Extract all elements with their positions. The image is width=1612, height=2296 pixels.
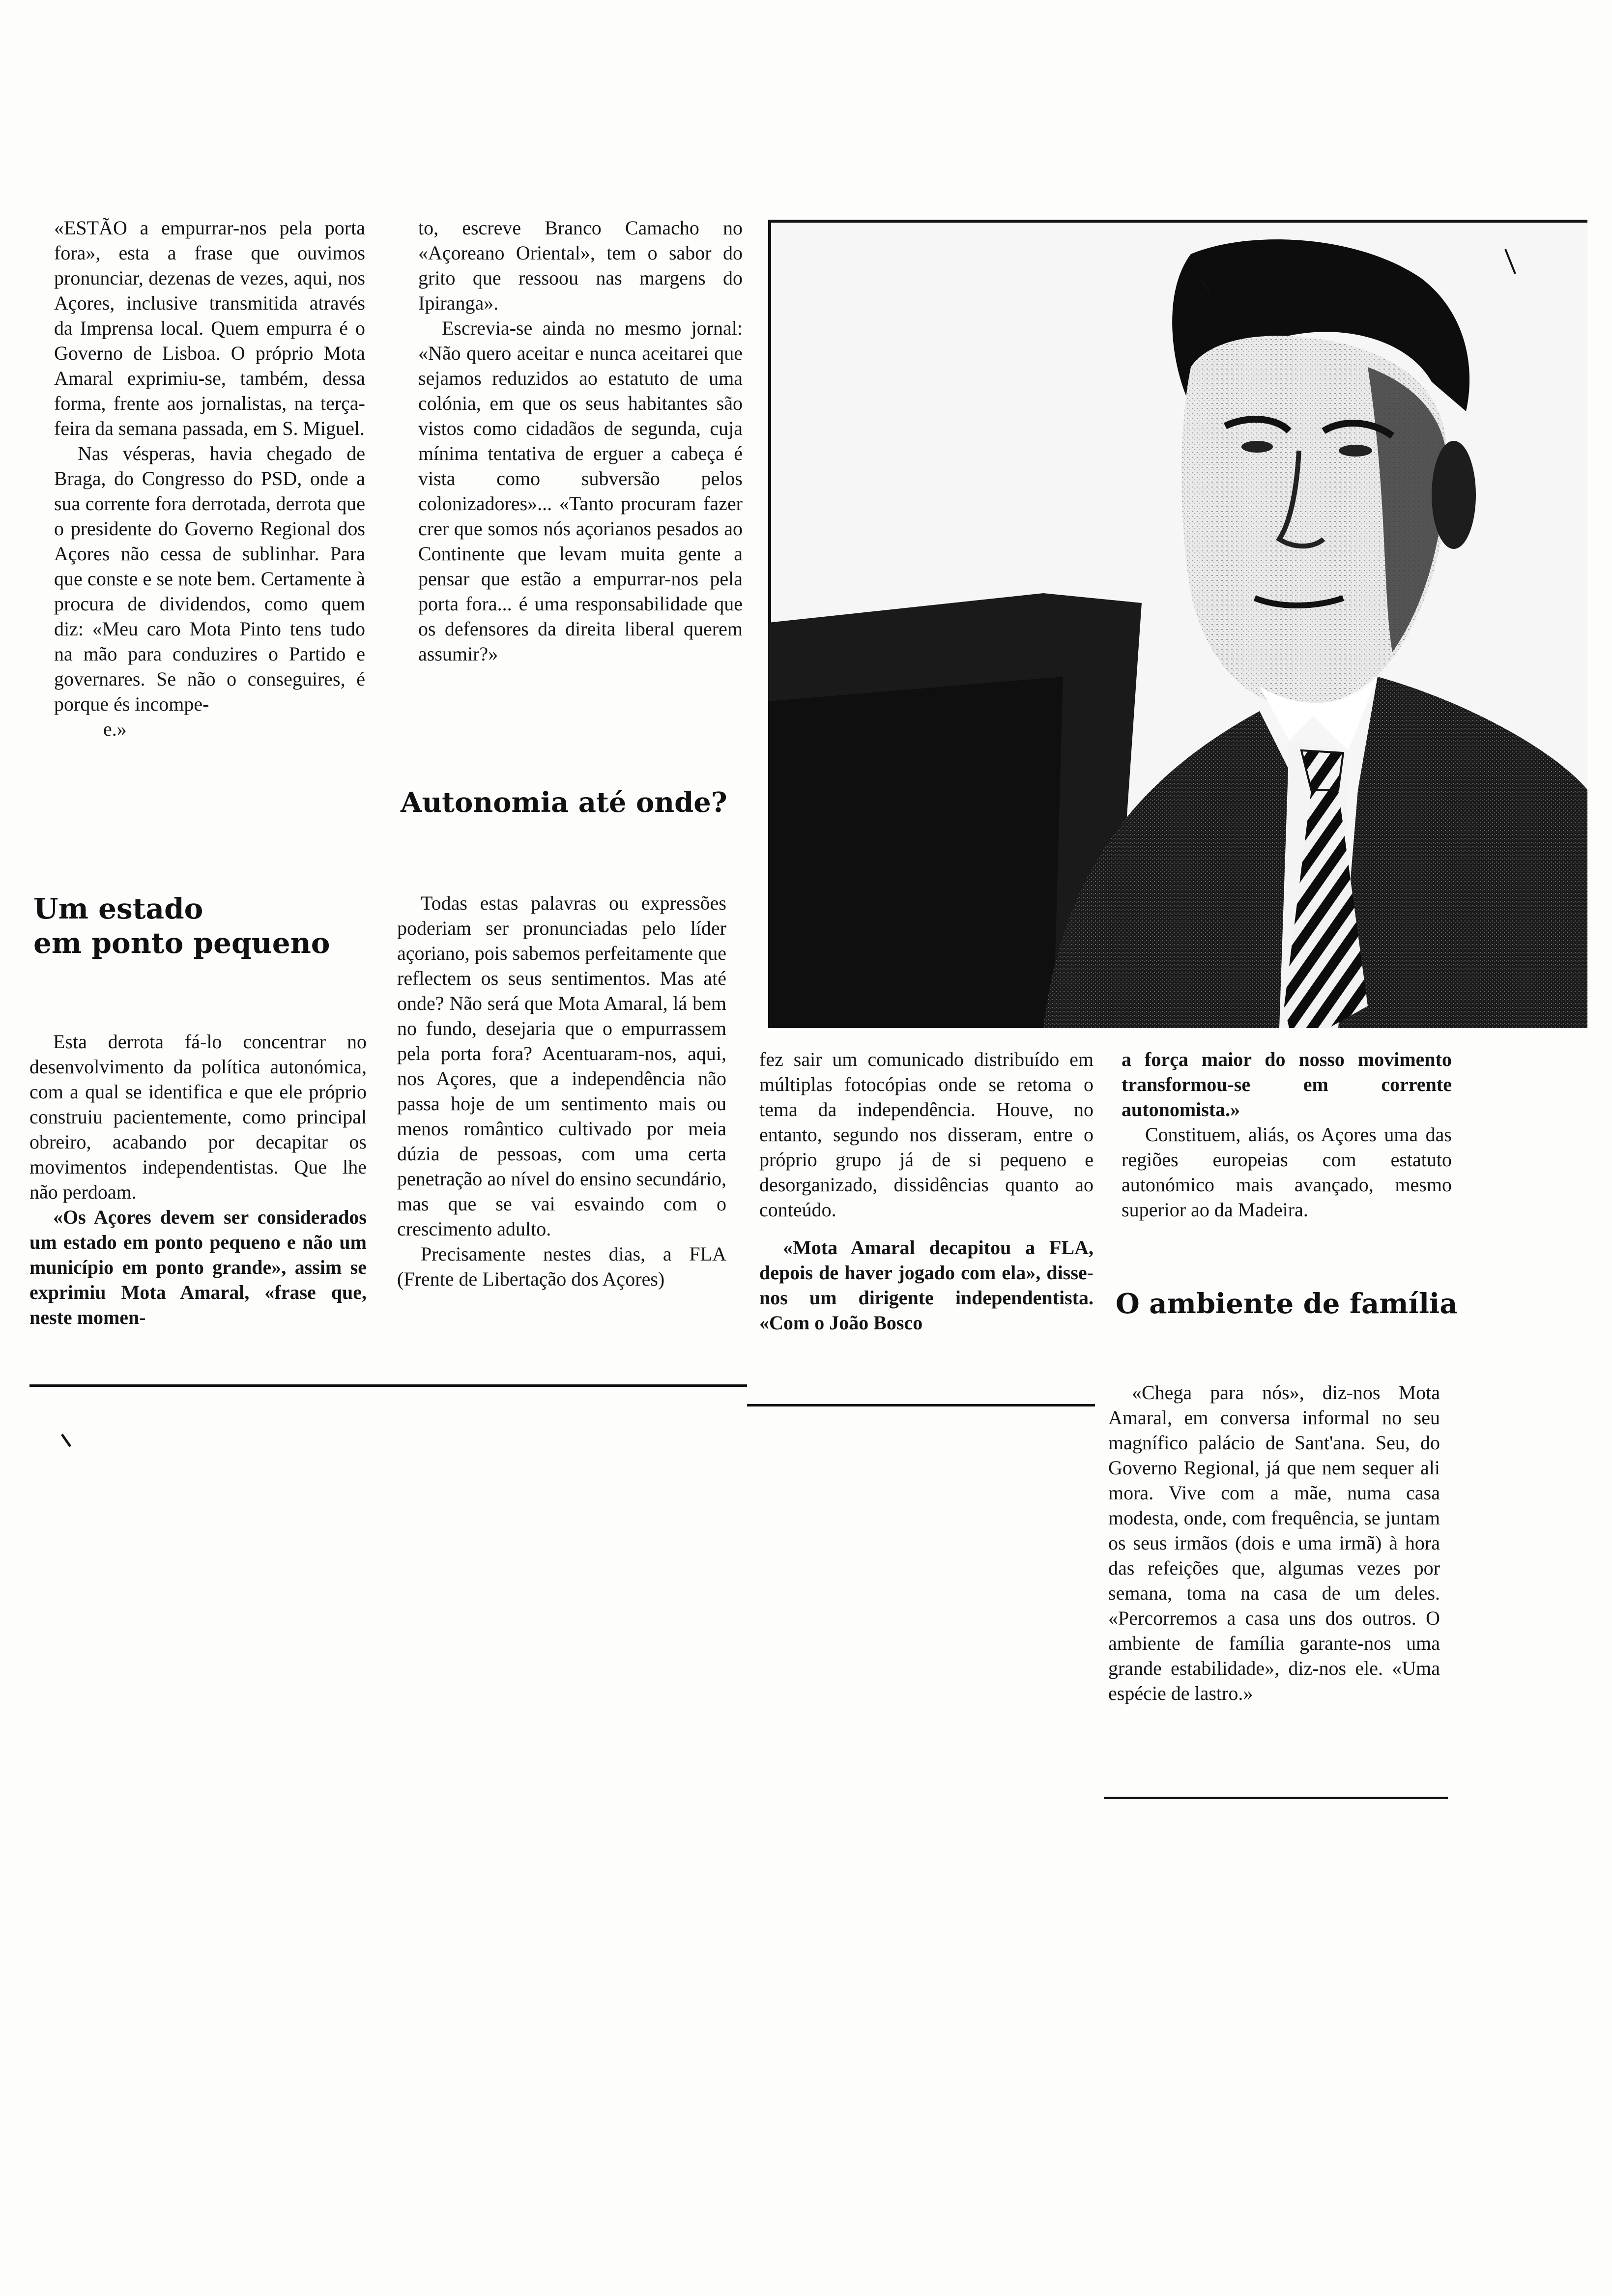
heading-um-estado-line-1: Um estado	[33, 892, 203, 925]
col4-paragraph-2: Constituem, aliás, os Açores uma das regiões europeias com estatuto autonómico mais avançado, mesmo superior ao da Madeira.	[1122, 1123, 1452, 1221]
heading-autonomia: Autonomia até onde?	[401, 786, 727, 819]
col2-paragraph-3: Todas estas palavras ou expressões poderiam ser pronunciadas pelo líder açoriano, pois sabemos perfeitamente que reflectem os seus sentimentos. Mas até onde? Não será que Mota Amaral, lá bem no fundo, desejaria que o empurrassem pela porta fora? Acentuaram-nos, aqui, nos Açores, que a independência não passa hoje de um sentimento mais ou menos romântico cultivado por meia dúzia de pessoas, com uma certa penetração ao nível do ensino secundário, mas que se vai esvaindo com o crescimento adulto.	[397, 892, 726, 1240]
col4-paragraph-3: «Chega para nós», diz-nos Mota Amaral, em conversa informal no seu magnífico palácio de Sant'ana. Seu, do Governo Regional, já que nem sequer ali mora. Vive com a mãe, numa casa modesta, onde, com frequência, se juntam os seus irmãos (dois e uma irmã) à hora das refeições que, algumas vezes por semana, toma na casa de um deles. «Percorremos a casa uns dos outros. O ambiente de família garante-nos uma grande estabilidade», diz-nos ele. «Uma espécie de lastro.»	[1108, 1381, 1440, 1704]
bottom-rule-left	[29, 1384, 747, 1387]
bottom-rule-middle	[747, 1404, 1095, 1406]
col1-paragraph-1: «ESTÃO a empurrar-nos pela porta fora», esta a frase que ouvimos pronunciar, dezenas de vezes, aqui, nos Açores, inclusive transmitida através da Imprensa local. Quem empurra é o Governo de Lisboa. O próprio Mota Amaral exprimiu-se, também, dessa forma, frente aos jornalistas, na terça-feira da semana passada, em S. Miguel.	[54, 217, 365, 439]
column-2-top	[418, 215, 743, 666]
col1-paragraph-2: Nas vésperas, havia chegado de Braga, do Congresso do PSD, onde a sua corrente fora derrotada, derrota que o presidente do Governo Regional dos Açores não cessa de sublinhar. Para que conste e se note bem. Certamente à procura de dividendos, como quem diz: «Meu caro Mota Pinto tens tudo na mão para conduzires o Partido e governares. Se não o conseguires, é porque és incompe-	[54, 442, 365, 715]
col1-paragraph-4: «Os Açores devem ser considerados um estado em ponto pequeno e não um município em ponto grande», assim se exprimiu Mota Amaral, «frase que, neste momen-	[29, 1206, 367, 1328]
column-3	[759, 1047, 1094, 1335]
col2-paragraph-1: to, escreve Branco Camacho no «Açoreano Oriental», tem o sabor do grito que ressoou nas margens do Ipiranga».	[418, 217, 743, 314]
column-1-intro	[54, 215, 365, 742]
column-1-body	[29, 1029, 367, 1330]
col2-paragraph-4: Precisamente nestes dias, a FLA (Frente de Libertação dos Açores)	[397, 1243, 726, 1290]
heading-um-estado	[33, 892, 368, 960]
heading-um-estado-line-2: em ponto pequeno	[33, 926, 330, 960]
column-4-top	[1122, 1047, 1452, 1222]
portrait-illustration	[768, 220, 1587, 1028]
column-2-body	[397, 890, 726, 1292]
col1-paragraph-3: Esta derrota fá-lo concentrar no desenvolvimento da política autonómica, com a qual se identifica e que ele próprio construiu pacientemente, como principal obreiro, acabando por decapitar os movimentos independentistas. Que lhe não perdoam.	[29, 1031, 367, 1203]
bottom-rule-right	[1104, 1797, 1448, 1799]
col3-paragraph-2: «Mota Amaral decapitou a FLA, depois de haver jogado com ela», disse-nos um dirigente independentista. «Com o João Bosco	[759, 1236, 1094, 1334]
col2-paragraph-2: Escrevia-se ainda no mesmo jornal: «Não quero aceitar e nunca aceitarei que sejamos reduzidos ao estatuto de uma colónia, em que os seus habitantes são vistos como cidadãos de segunda, cuja mínima tentativa de erguer a cabeça é vista como subversão pelos colonizadores»... «Tanto procuram fazer crer que somos nós açorianos pesados ao Continente que levam muita gente a pensar que estão a empurrar-nos pela porta fora... é uma responsabilidade que os defensores da direita liberal querem assumir?»	[418, 317, 743, 665]
portrait-photo	[768, 220, 1587, 1028]
heading-ambiente: O ambiente de família	[1116, 1288, 1458, 1320]
scan-mark-left	[61, 1434, 71, 1447]
col3-paragraph-1: fez sair um comunicado distribuído em múltiplas fotocópias onde se retoma o tema da independência. Houve, no entanto, segundo nos disseram, entre o próprio grupo já de si pequeno e desorganizado, dissidências quanto ao conteúdo.	[759, 1048, 1094, 1221]
col4-paragraph-1: a força maior do nosso movimento transformou-se em corrente autonomista.»	[1122, 1048, 1452, 1120]
col1-paragraph-2-end: e.»	[103, 718, 127, 740]
column-4-body	[1108, 1380, 1440, 1706]
